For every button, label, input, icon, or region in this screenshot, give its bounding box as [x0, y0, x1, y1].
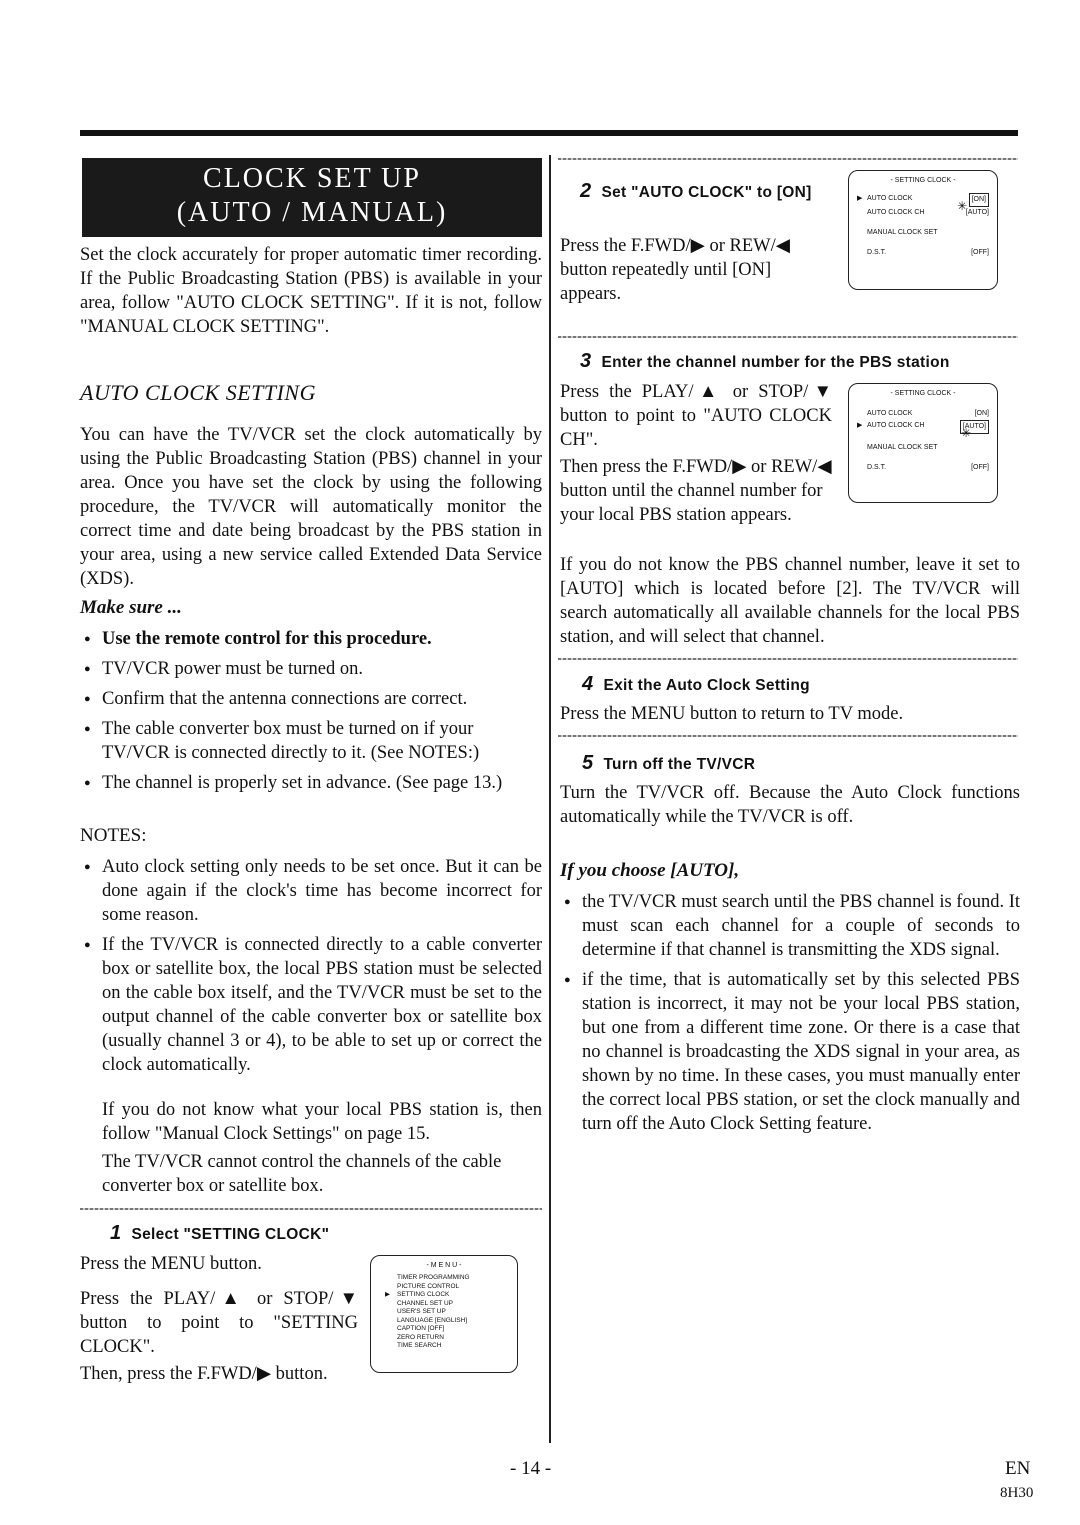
step-title: Select "SETTING CLOCK": [131, 1226, 330, 1243]
screen-row: D.S.T. [OFF]: [867, 249, 989, 256]
step-2-heading: [580, 180, 840, 204]
step-4-heading: [582, 673, 810, 696]
screen-title: - SETTING CLOCK -: [890, 390, 956, 397]
menu-item: ZERO RETURN: [397, 1333, 444, 1341]
screen-title: - SETTING CLOCK -: [890, 177, 956, 184]
step-title: Set "AUTO CLOCK" to [ON]: [601, 184, 812, 201]
step-1-text-3: Then, press the F.FWD/▶ button.: [80, 1364, 328, 1384]
column-divider: [549, 155, 551, 1443]
setting-clock-screen-channel: [848, 383, 998, 503]
menu-item: TIME SEARCH: [397, 1342, 442, 1349]
step-number: 1: [110, 1222, 122, 1244]
list-item: ● Use the remote control for this procedure.: [80, 627, 542, 651]
list-item: ● The cable converter box must be turned on if your TV/VCR is connected directly to it. (See NOTES:): [80, 717, 542, 765]
step-2-text: Press the F.FWD/▶ or REW/◀ button repeatedly until [ON] appears.: [560, 236, 790, 304]
setting-clock-screen-auto-on: [848, 170, 998, 290]
step-title: Exit the Auto Clock Setting: [603, 677, 810, 694]
step-number: 3: [580, 350, 592, 372]
step-number: 4: [582, 673, 594, 695]
menu-item: SETTING CLOCK: [397, 1291, 450, 1298]
divider: [80, 1208, 542, 1210]
step-3-text-3: If you do not know the PBS channel number, leave it set to [AUTO] which is located before [2]. The TV/VCR will search automatically all available channels for the local PBS station, and will select that channel.: [560, 555, 1020, 647]
list-item: ● The channel is properly set in advance. (See page 13.): [80, 771, 542, 795]
screen-row: D.S.T. [OFF]: [867, 464, 989, 471]
if-auto-heading: If you choose [AUTO],: [560, 860, 740, 881]
notes-paragraph-1: If you do not know what your local PBS station is, then follow "Manual Clock Settings" on page 15.: [102, 1100, 542, 1144]
make-sure-list: [80, 627, 542, 801]
menu-screen-title: - M E N U -: [426, 1262, 462, 1269]
list-item: ● TV/VCR power must be turned on.: [80, 657, 542, 681]
step-number: 2: [580, 180, 592, 202]
divider: [558, 735, 1018, 737]
blink-burst-icon: ✳: [957, 199, 968, 213]
menu-item: PICTURE CONTROL: [397, 1282, 460, 1290]
list-item: ● Auto clock setting only needs to be set once. But it can be done again if the clock's time has become incorrect for some reason.: [80, 855, 542, 927]
screen-row: AUTO CLOCK [ON]: [867, 410, 989, 417]
step-5-heading: [582, 752, 755, 775]
list-item: ● Confirm that the antenna connections are correct.: [80, 687, 542, 711]
menu-item: TIMER PROGRAMMING: [397, 1274, 470, 1281]
screen-row: ▶ AUTO CLOCK [ON]: [857, 193, 989, 207]
screen-row: ▶ AUTO CLOCK CH [AUTO]: [857, 420, 989, 434]
step-3-text-1: Press the PLAY/▲ or STOP/▼ button to point to "AUTO CLOCK CH".: [560, 382, 832, 450]
step-number: 5: [582, 752, 594, 774]
divider: [558, 336, 1018, 338]
list-item: ● if the time, that is automatically set by this selected PBS station is incorrect, it may not be your local PBS station, but one from a different time zone. Or there is a case that no channel is broadcasting the XDS signal in your area, as shown by no time. In these cases, you must manually enter the correct local PBS station, or set the clock manually and turn off the Auto Clock Setting feature.: [560, 968, 1020, 1136]
list-item: ● If the TV/VCR is connected directly to a cable converter box or satellite box, the local PBS station must be selected on the cable box itself, and the TV/VCR must be set to the output channel of the cable converter box or satellite box (usually channel 3 or 4), to be able to set up or correct the clock automatically.: [80, 933, 542, 1077]
auto-clock-description: You can have the TV/VCR set the clock automatically by using the Public Broadcasting Station (PBS) channel in your area. Once you have set the clock by using the following procedure, the TV/VCR will automatically monitor the correct time and date being broadcast by the PBS station in your area, using a new service called Extended Data Service (XDS).: [80, 425, 542, 589]
language-code: EN: [1005, 1458, 1031, 1479]
list-item: ● the TV/VCR must search until the PBS channel is found. It must scan each channel for a couple of seconds to determine if that channel is transmitting the XDS signal.: [560, 890, 1020, 962]
step-3-text-2: Then press the F.FWD/▶ or REW/◀ button until the channel number for your local PBS station appears.: [560, 457, 832, 525]
title-line-2: (AUTO / MANUAL): [176, 197, 448, 228]
notes-paragraph-2: The TV/VCR cannot control the channels of the cable converter box or satellite box.: [102, 1152, 502, 1196]
blink-burst-icon: ✳: [961, 426, 972, 440]
step-1-heading: [110, 1222, 329, 1245]
if-auto-list: [560, 890, 1020, 1142]
step-5-text: Turn the TV/VCR off. Because the Auto Clock functions automatically while the TV/VCR is off.: [560, 783, 1020, 827]
step-3-heading: [580, 350, 1020, 373]
divider: [558, 658, 1018, 660]
menu-item: CHANNEL SET UP: [397, 1299, 453, 1307]
screen-row: MANUAL CLOCK SET: [867, 229, 938, 236]
notes-heading: NOTES:: [80, 825, 147, 846]
cursor-arrow-icon: ▶: [857, 422, 863, 429]
step-1-text-2: Press the PLAY/▲ or STOP/▼ button to point to "SETTING CLOCK".: [80, 1289, 358, 1357]
screen-row: MANUAL CLOCK SET: [867, 444, 938, 451]
make-sure-heading: Make sure ...: [80, 597, 182, 618]
step-1-text-1: Press the MENU button.: [80, 1254, 262, 1274]
menu-screen: [370, 1255, 518, 1373]
menu-item: LANGUAGE [ENGLISH]: [397, 1316, 468, 1324]
top-rule: [80, 130, 1018, 136]
auto-clock-heading: AUTO CLOCK SETTING: [80, 380, 316, 405]
model-code: 8H30: [1000, 1485, 1034, 1501]
step-title: Turn off the TV/VCR: [603, 756, 756, 773]
notes-list: [80, 855, 542, 1083]
step-title: Enter the channel number for the PBS station: [601, 354, 950, 371]
title-line-1: CLOCK SET UP: [203, 163, 421, 194]
intro-paragraph: Set the clock accurately for proper automatic timer recording. If the Public Broadcasting Station (PBS) is available in your area, follow "AUTO CLOCK SETTING". If it is not, follow "MANUAL CLOCK SETTING".: [80, 245, 542, 337]
cursor-arrow-icon: ▶: [385, 1291, 390, 1298]
cursor-arrow-icon: ▶: [857, 195, 863, 202]
menu-item: USER'S SET UP: [397, 1308, 446, 1315]
divider: [558, 158, 1018, 160]
section-title: [82, 158, 542, 237]
screen-row: AUTO CLOCK CH [AUTO]: [867, 209, 989, 216]
menu-item: CAPTION [OFF]: [397, 1325, 445, 1332]
step-4-text: Press the MENU button to return to TV mode.: [560, 704, 904, 724]
page-number: - 14 -: [510, 1458, 552, 1479]
